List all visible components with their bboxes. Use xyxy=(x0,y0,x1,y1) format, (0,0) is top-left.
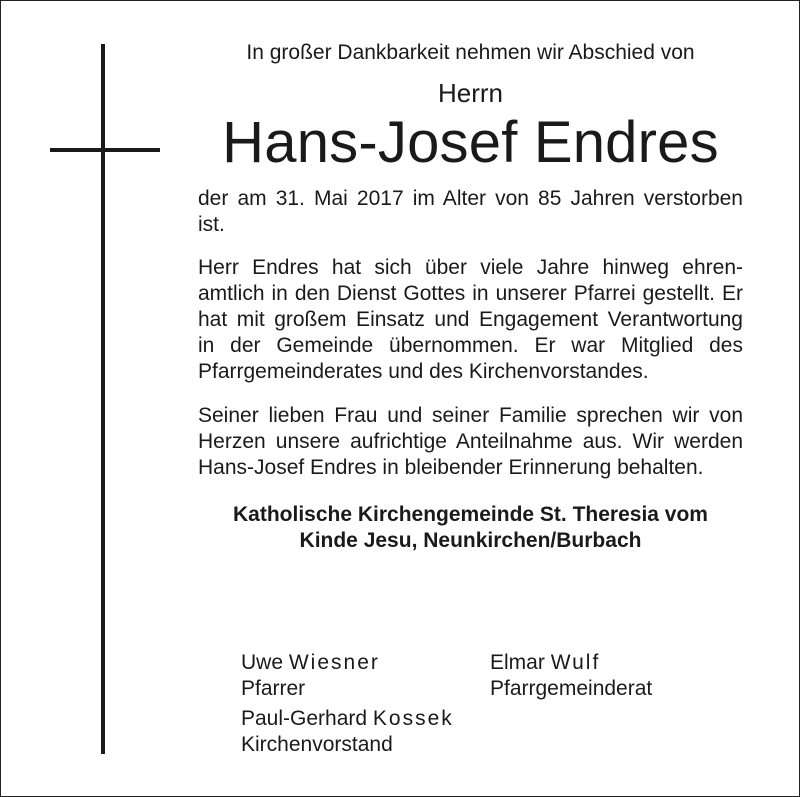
signer-first-name: Elmar xyxy=(490,651,545,674)
signer-role: Pfarrer xyxy=(241,677,306,700)
signer-name xyxy=(241,706,454,732)
signer-last-name: Wulf xyxy=(550,651,601,674)
signer-first-name: Paul-Gerhard xyxy=(241,707,368,730)
condolence-paragraph: Seiner lieben Frau und seiner Familie sprechen wir von Herzen unsere aufrichtige Anteilnahme aus. Wir werden Hans-Josef Endres in bleibender Erinnerung behalten. xyxy=(198,404,743,479)
signer-parish-council xyxy=(490,650,652,702)
intro-line: In großer Dankbarkeit nehmen wir Abschied von xyxy=(246,41,695,64)
signer-pastor xyxy=(241,650,380,702)
signer-role: Kirchenvorstand xyxy=(241,733,393,756)
organization-line-2: Kinde Jesu, Neunkirchen/Burbach xyxy=(299,529,642,552)
salutation: Herrn xyxy=(437,78,503,108)
notice-text-column xyxy=(198,38,743,554)
signer-name xyxy=(241,650,380,676)
signer-church-board xyxy=(241,706,454,758)
cross-horizontal-bar xyxy=(50,148,160,152)
deceased-name: Hans-Josef Endres xyxy=(222,110,719,175)
signer-first-name: Uwe xyxy=(241,651,284,674)
signer-last-name: Kossek xyxy=(372,707,454,730)
death-date-paragraph: der am 31. Mai 2017 im Alter von 85 Jahren verstorben ist. xyxy=(198,187,743,236)
signer-role: Pfarrgemeinderat xyxy=(490,677,653,700)
tribute-paragraph: Herr Endres hat sich über viele Jahre hinweg ehrenamtlich in den Dienst Gottes in unserer Pfarrei gestellt. Er hat mit großem Einsatz und Engagement Verantwortung in der Gemeinde übernommen. Er war Mitglied des Pfarrgemeinderates und des Kirchenvorstandes. xyxy=(198,256,743,383)
organization-line-1: Katholische Kirchengemeinde St. Theresia vom xyxy=(233,503,708,526)
organization-name xyxy=(198,502,743,554)
signer-name xyxy=(490,650,652,676)
signer-last-name: Wiesner xyxy=(288,651,380,674)
